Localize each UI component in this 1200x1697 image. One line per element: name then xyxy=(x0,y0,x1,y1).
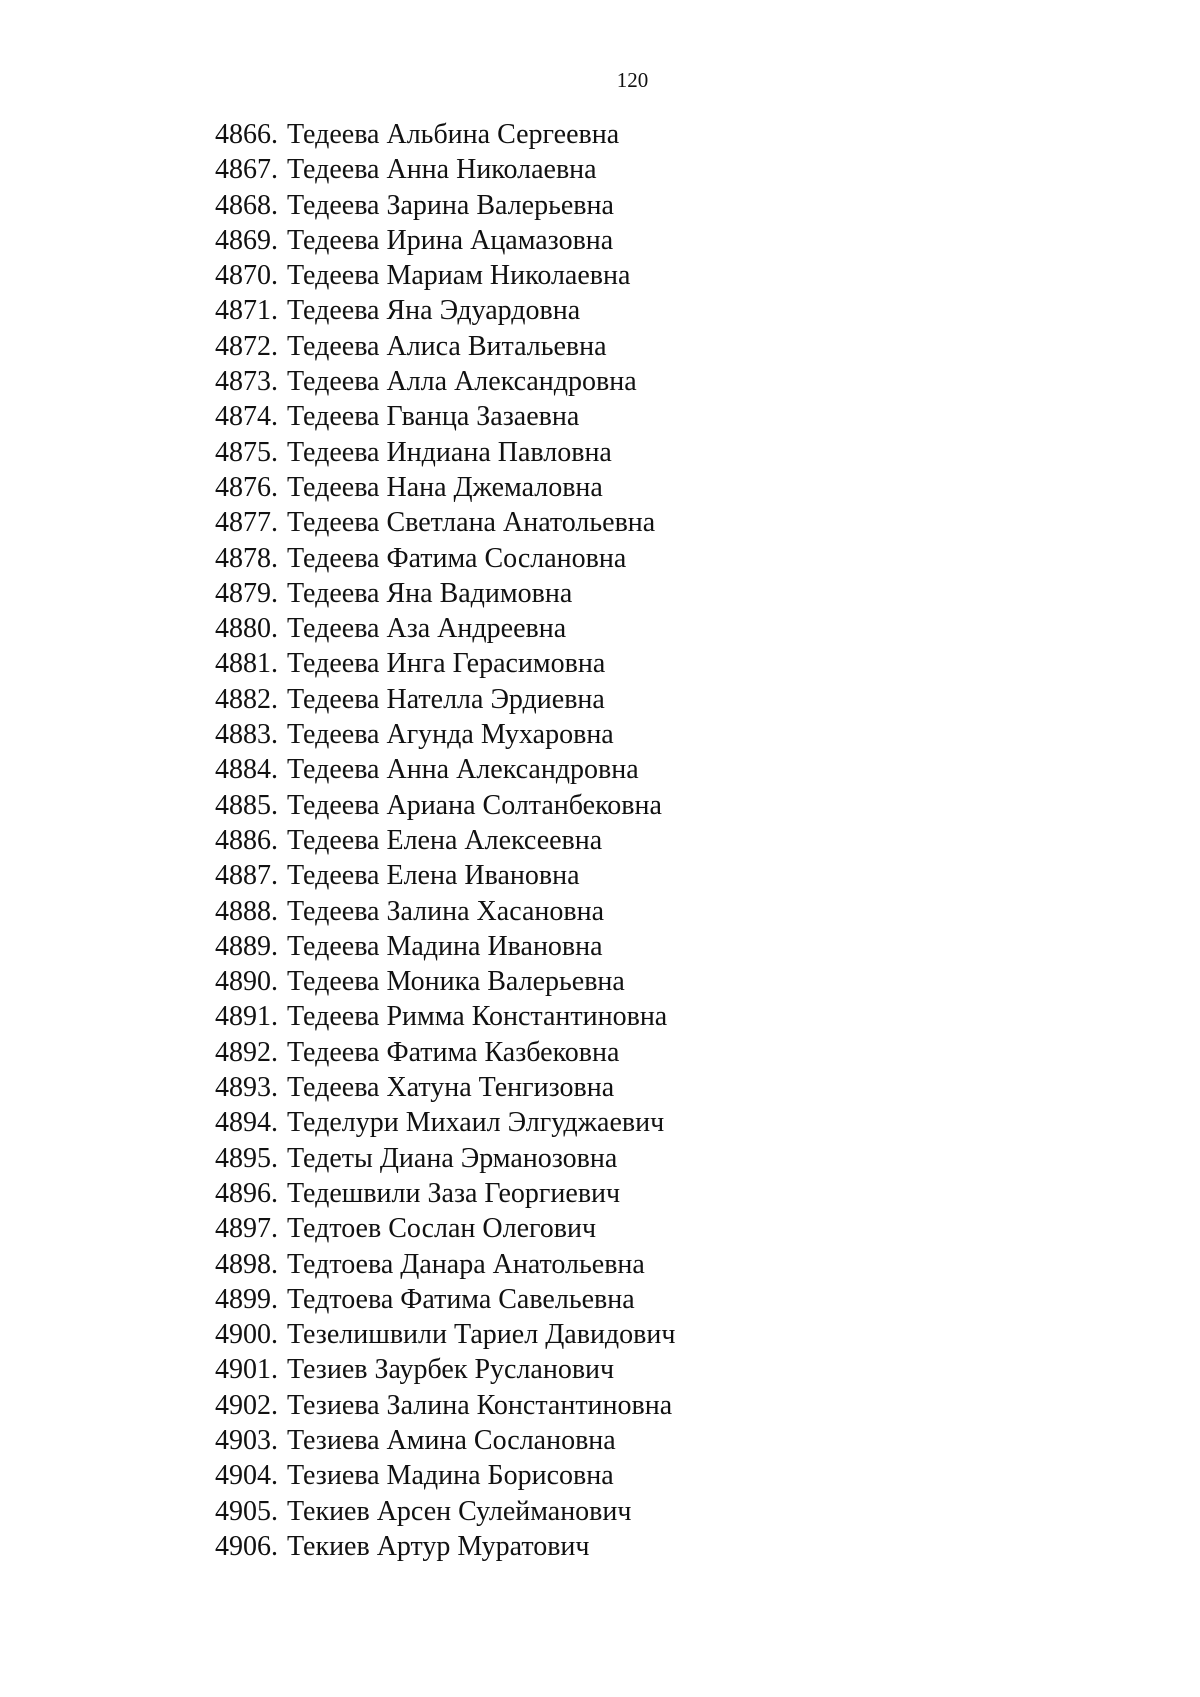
entry-name: Тедеева Гванца Зазаевна xyxy=(287,401,580,433)
list-item xyxy=(215,541,675,576)
entry-name: Тедеева Римма Константиновна xyxy=(287,1001,668,1033)
list-item xyxy=(215,1458,675,1493)
list-item xyxy=(215,1035,675,1070)
entry-number: 4898. xyxy=(215,1248,278,1280)
entry-number: 4885. xyxy=(215,789,278,821)
entry-name: Тедеева Фатима Казбековна xyxy=(287,1036,620,1068)
list-item xyxy=(215,1317,675,1352)
entry-name: Тедеева Елена Алексеевна xyxy=(287,824,603,856)
list-item xyxy=(215,1282,675,1317)
list-item xyxy=(215,1070,675,1105)
list-item xyxy=(215,223,675,258)
entry-number: 4876. xyxy=(215,471,278,503)
entry-number: 4871. xyxy=(215,295,278,327)
list-item xyxy=(215,399,675,434)
entry-name: Тедеева Аза Андреевна xyxy=(287,613,567,645)
entry-name: Тедеева Алла Александровна xyxy=(287,366,637,398)
entry-name: Тедтоев Сослан Олегович xyxy=(287,1213,597,1245)
entry-name: Тедеева Алиса Витальевна xyxy=(287,330,607,362)
entry-number: 4881. xyxy=(215,648,278,680)
entry-number: 4903. xyxy=(215,1424,278,1456)
entry-name: Тедеева Анна Николаевна xyxy=(287,154,597,186)
entry-number: 4889. xyxy=(215,930,278,962)
entry-number: 4875. xyxy=(215,436,278,468)
list-item xyxy=(215,752,675,787)
list-item xyxy=(215,117,675,152)
entry-number: 4870. xyxy=(215,260,278,292)
entry-number: 4901. xyxy=(215,1354,278,1386)
entry-name: Тедеева Светлана Анатольевна xyxy=(287,507,656,539)
entry-number: 4877. xyxy=(215,507,278,539)
entry-number: 4887. xyxy=(215,860,278,892)
entry-number: 4892. xyxy=(215,1036,278,1068)
entry-name: Тезелишвили Тариел Давидович xyxy=(287,1319,676,1351)
entry-number: 4899. xyxy=(215,1283,278,1315)
list-item xyxy=(215,788,675,823)
entry-name: Тедеева Альбина Сергеевна xyxy=(287,119,620,150)
entry-name: Теделури Михаил Элгуджаевич xyxy=(287,1107,665,1139)
entry-name: Тедеева Залина Хасановна xyxy=(287,895,605,927)
list-item xyxy=(215,611,675,646)
list-item xyxy=(215,823,675,858)
entry-name: Тедеева Елена Ивановна xyxy=(287,860,580,892)
list-item xyxy=(215,1423,675,1458)
list-item xyxy=(215,293,675,328)
list-item xyxy=(215,152,675,187)
list-item xyxy=(215,1211,675,1246)
list-item xyxy=(215,1105,675,1140)
list-item xyxy=(215,364,675,399)
entry-name: Тедешвили Заза Георгиевич xyxy=(287,1177,621,1209)
entry-number: 4895. xyxy=(215,1142,278,1174)
entry-number: 4902. xyxy=(215,1389,278,1421)
entry-name: Тедеева Яна Эдуардовна xyxy=(287,295,581,327)
entry-name: Тедеева Анна Александровна xyxy=(287,754,639,786)
entry-number: 4904. xyxy=(215,1460,278,1492)
entry-number: 4888. xyxy=(215,895,278,927)
list-item xyxy=(215,682,675,717)
entry-name: Тедеева Мариам Николаевна xyxy=(287,260,631,292)
entry-name: Тедтоева Данара Анатольевна xyxy=(287,1248,645,1280)
entry-number: 4883. xyxy=(215,719,278,751)
entry-name: Тезиева Мадина Борисовна xyxy=(287,1460,614,1492)
entry-name: Тезиева Залина Константиновна xyxy=(287,1389,673,1421)
entry-name: Тедеева Ирина Ацамазовна xyxy=(287,224,614,256)
entry-name: Текиев Арсен Сулейманович xyxy=(287,1495,632,1527)
list-item xyxy=(215,576,675,611)
list-item xyxy=(215,929,675,964)
list-item xyxy=(215,646,675,681)
entry-name: Тедеева Моника Валерьевна xyxy=(287,966,625,998)
entry-number: 4873. xyxy=(215,366,278,398)
entry-number: 4886. xyxy=(215,824,278,856)
entry-name: Тедеева Мадина Ивановна xyxy=(287,930,603,962)
entry-name: Тедеева Индиана Павловна xyxy=(287,436,612,468)
entry-number: 4872. xyxy=(215,330,278,362)
list-item xyxy=(215,717,675,752)
entry-name: Тезиев Заурбек Русланович xyxy=(287,1354,615,1386)
list-item xyxy=(215,1388,675,1423)
list-item xyxy=(215,1529,675,1564)
entry-name: Тедеева Нана Джемаловна xyxy=(287,471,603,503)
entry-number: 4897. xyxy=(215,1213,278,1245)
entry-number: 4896. xyxy=(215,1177,278,1209)
entry-name: Тедеева Фатима Сослановна xyxy=(287,542,627,574)
entry-number: 4879. xyxy=(215,577,278,609)
list-item xyxy=(215,999,675,1034)
entry-name: Тезиева Амина Сослановна xyxy=(287,1424,616,1456)
list-item xyxy=(215,1352,675,1387)
list-item xyxy=(215,1494,675,1529)
entry-number: 4900. xyxy=(215,1319,278,1351)
entry-name: Тедеева Зарина Валерьевна xyxy=(287,189,614,221)
list-item xyxy=(215,329,675,364)
name-list xyxy=(215,117,675,1564)
entry-name: Тедеева Нателла Эрдиевна xyxy=(287,683,605,715)
entry-name: Тедеева Агунда Мухаровна xyxy=(287,719,614,751)
entry-name: Тедеева Ариана Солтанбековна xyxy=(287,789,662,821)
entry-name: Тедеева Хатуна Тенгизовна xyxy=(287,1072,615,1104)
entry-name: Тедтоева Фатима Савельевна xyxy=(287,1283,635,1315)
entry-name: Тедеты Диана Эрманозовна xyxy=(287,1142,618,1174)
list-item xyxy=(215,258,675,293)
entry-number: 4869. xyxy=(215,224,278,256)
entry-number: 4874. xyxy=(215,401,278,433)
list-item xyxy=(215,435,675,470)
list-item xyxy=(215,505,675,540)
entry-number: 4905. xyxy=(215,1495,278,1527)
list-item xyxy=(215,1247,675,1282)
entry-number: 4867. xyxy=(215,154,278,186)
entry-number: 4868. xyxy=(215,189,278,221)
list-item xyxy=(215,188,675,223)
page-number: 120 xyxy=(616,68,649,92)
entry-number: 4882. xyxy=(215,683,278,715)
entry-number: 4884. xyxy=(215,754,278,786)
list-item xyxy=(215,894,675,929)
entry-number: 4906. xyxy=(215,1530,278,1562)
entry-number: 4893. xyxy=(215,1072,278,1104)
entry-number: 4891. xyxy=(215,1001,278,1033)
list-item xyxy=(215,1141,675,1176)
list-item xyxy=(215,470,675,505)
list-item xyxy=(215,1176,675,1211)
entry-number: 4890. xyxy=(215,966,278,998)
entry-number: 4878. xyxy=(215,542,278,574)
entry-number: 4894. xyxy=(215,1107,278,1139)
list-item xyxy=(215,858,675,893)
entry-number: 4880. xyxy=(215,613,278,645)
entry-name: Тедеева Инга Герасимовна xyxy=(287,648,606,680)
entry-name: Тедеева Яна Вадимовна xyxy=(287,577,573,609)
list-item xyxy=(215,964,675,999)
entry-name: Текиев Артур Муратович xyxy=(287,1530,590,1562)
entry-number: 4866. xyxy=(215,119,278,150)
